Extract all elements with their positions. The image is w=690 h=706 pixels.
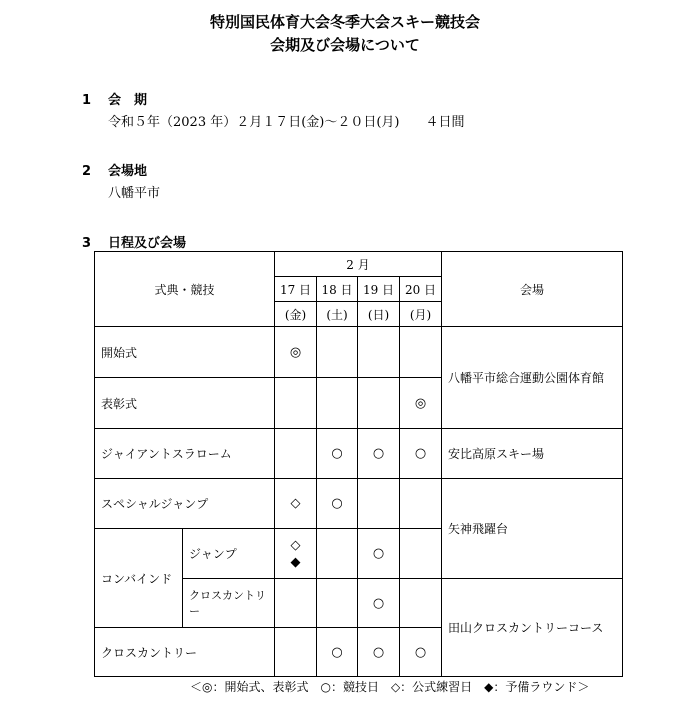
schedule-mark: ○: [400, 628, 442, 677]
day-header: 18 日: [317, 277, 358, 302]
section-1-heading: [82, 89, 147, 108]
venue-cell: 安比高原スキー場: [442, 429, 623, 479]
day-header: 20 日: [400, 277, 442, 302]
weekday-header: (金): [275, 302, 317, 327]
schedule-mark: ○: [358, 579, 400, 628]
event-label: ジャンプ: [183, 529, 275, 579]
section-title: 会 期: [108, 93, 148, 108]
table-row: [95, 429, 623, 479]
header-row: [95, 252, 623, 277]
schedule-mark: [275, 628, 317, 677]
event-label: スペシャルジャンプ: [95, 479, 275, 529]
practice-mark: ◇: [290, 537, 301, 553]
schedule-mark: [317, 327, 358, 378]
event-label: クロスカントリー: [95, 628, 275, 677]
event-label: ジャイアントスラローム: [95, 429, 275, 479]
reserve-round-mark: ◆: [290, 554, 301, 570]
schedule-mark: ○: [358, 529, 400, 579]
schedule-mark: [358, 378, 400, 429]
venue-city-text: 八幡平市: [108, 186, 161, 201]
table-row: [95, 327, 623, 378]
schedule-mark: ○: [317, 628, 358, 677]
weekday-header: (土): [317, 302, 358, 327]
day-header: 17 日: [275, 277, 317, 302]
venue-cell: 矢神飛躍台: [442, 479, 623, 579]
weekday-header: (月): [400, 302, 442, 327]
document-title-line-1: 特別国民体育大会冬季大会スキー競技会: [209, 13, 480, 31]
schedule-mark: [400, 327, 442, 378]
venue-cell: 八幡平市総合運動公園体育館: [442, 327, 623, 429]
section-2-heading: [82, 160, 147, 179]
schedule-mark: [317, 378, 358, 429]
section-number: 1: [82, 93, 92, 108]
day-header: 19 日: [358, 277, 400, 302]
section-3-heading: [82, 232, 186, 251]
schedule-mark: [400, 479, 442, 529]
table-row: [95, 479, 623, 529]
schedule-mark: [275, 378, 317, 429]
event-label: クロスカントリー: [183, 579, 275, 628]
section-title: 日程及び会場: [108, 236, 187, 251]
schedule-mark: ○: [358, 429, 400, 479]
weekday-header: (日): [358, 302, 400, 327]
schedule-mark: [317, 529, 358, 579]
event-label: 表彰式: [95, 378, 275, 429]
schedule-mark: [400, 579, 442, 628]
schedule-mark: [317, 579, 358, 628]
schedule-mark: ◇: [275, 479, 317, 529]
section-number: 2: [82, 164, 92, 179]
schedule-mark: ◎: [400, 378, 442, 429]
document-title-line-2: 会期及び会場について: [270, 36, 420, 54]
schedule-table: [94, 251, 623, 677]
legend-note: ＜◎：開始式、表彰式 ○：競技日 ◇：公式練習日 ◆：予備ラウンド＞: [190, 680, 590, 694]
schedule-mark: ○: [358, 628, 400, 677]
schedule-mark: ○: [317, 479, 358, 529]
schedule-mark: [275, 579, 317, 628]
schedule-mark: [275, 529, 317, 579]
schedule-mark: [358, 327, 400, 378]
schedule-mark: ○: [400, 429, 442, 479]
schedule-mark: ◎: [275, 327, 317, 378]
event-column-header: 式典・競技: [95, 252, 275, 327]
combined-label: コンバインド: [95, 529, 183, 628]
venue-cell: 田山クロスカントリーコース: [442, 579, 623, 677]
session-period-text: 令和５年（2023 年）２月１７日(金)～２０日(月) ４日間: [108, 115, 465, 130]
section-number: 3: [82, 236, 92, 251]
schedule-mark: [358, 479, 400, 529]
section-title: 会場地: [108, 164, 148, 179]
venue-column-header: 会場: [442, 252, 623, 327]
month-header: 2 月: [275, 252, 442, 277]
schedule-mark: ○: [317, 429, 358, 479]
schedule-mark: [400, 529, 442, 579]
event-label: 開始式: [95, 327, 275, 378]
schedule-mark: [275, 429, 317, 479]
